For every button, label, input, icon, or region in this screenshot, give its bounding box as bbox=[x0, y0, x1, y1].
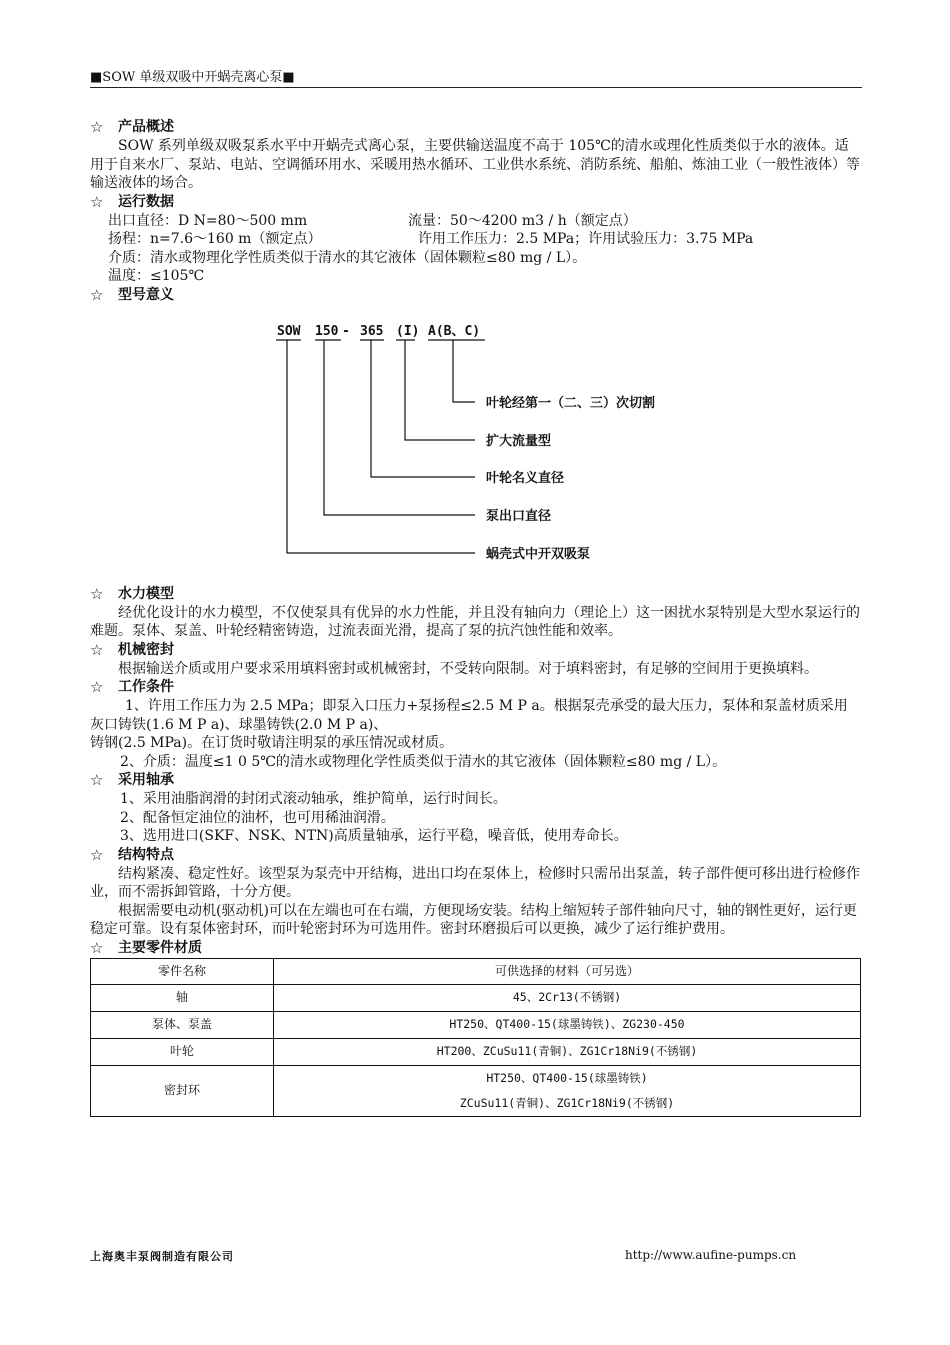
leader-impeller bbox=[371, 340, 475, 477]
section-title-conditions: ☆ 工作条件 bbox=[90, 678, 174, 696]
header-material: 可供选择的材料（可另选） bbox=[274, 958, 861, 984]
code-dash: - bbox=[342, 323, 350, 339]
table-header-row bbox=[91, 958, 861, 984]
label-impeller: 叶轮名义直径 bbox=[486, 470, 565, 486]
table-row bbox=[91, 1038, 861, 1065]
pump-head: 扬程：n=7.6～160 m（额定点） bbox=[108, 231, 322, 247]
section-title-seal: ☆ 机械密封 bbox=[90, 640, 174, 659]
model-code-diagram bbox=[90, 305, 860, 585]
conditions-text-1b: 铸钢(2.5 MPa)。在订货时敬请注明泵的承压情况或材质。 bbox=[90, 735, 454, 751]
star-icon: ☆ bbox=[90, 938, 104, 957]
overview-text: SOW 系列单级双吸泵系水平中开蜗壳式离心泵，主要供输送温度不高于 105℃的清水或理化性质类似于水的液体。适用于自来水厂、泵站、电站、空调循环用水、采暖用热水循环、工业供水系统、消防系统、船舶、炼油工业（一般性液体）等输送液体的场合。 bbox=[90, 138, 860, 191]
star-icon: ☆ bbox=[90, 584, 104, 603]
cell-part: 叶轮 bbox=[91, 1038, 274, 1065]
bearing-item: 3、选用进口(SKF、NSK、NTN)高质量轴承，运行平稳，噪音低，使用寿命长。 bbox=[120, 828, 628, 844]
cell-part: 密封环 bbox=[91, 1065, 274, 1116]
medium: 介质：清水或物理化学性质类似于清水的其它液体（固体颗粒≤80 mg / L）。 bbox=[108, 249, 587, 266]
bearing-item: 2、配备恒定油位的油杯，也可用稀油润滑。 bbox=[120, 809, 395, 826]
footer-url[interactable]: http://www.aufine-pumps.cn bbox=[625, 1248, 797, 1262]
operating-row-1 bbox=[90, 212, 860, 231]
section-title-model: ☆ 型号意义 bbox=[90, 285, 174, 304]
code-sow: SOW bbox=[277, 323, 301, 339]
table-row bbox=[91, 984, 861, 1011]
star-icon: ☆ bbox=[90, 192, 104, 211]
star-icon: ☆ bbox=[90, 678, 104, 696]
temperature: 温度：≤105℃ bbox=[108, 268, 205, 284]
star-icon: ☆ bbox=[90, 640, 104, 659]
section-title-hydraulic: ☆ 水力模型 bbox=[90, 584, 174, 603]
star-icon: ☆ bbox=[90, 771, 104, 789]
operating-row-2 bbox=[90, 230, 860, 249]
header-part: 零件名称 bbox=[91, 958, 274, 984]
label-outlet: 泵出口直径 bbox=[486, 508, 552, 524]
cell-material: HT250、QT400-15(球墨铸铁)、ZG230-450 bbox=[274, 1011, 861, 1038]
cell-material-line: ZCuSu11(青铜)、ZG1Cr18Ni9(不锈钢) bbox=[459, 1095, 675, 1110]
label-flow: 扩大流量型 bbox=[486, 433, 552, 449]
materials-table bbox=[90, 958, 861, 1117]
code-i: (I) bbox=[396, 323, 420, 339]
code-150: 150 bbox=[315, 323, 339, 339]
leader-type bbox=[287, 340, 475, 553]
conditions-text-1: 1、许用工作压力为 2.5 MPa；即泵入口压力+泵扬程≤2.5 M P a。根据泵壳承受的最大压力，泵体和泵盖材质采用灰口铸铁(1.6 M P a)、球墨铸铁(2.0 M P a)、 bbox=[90, 698, 848, 733]
flow-rate: 流量：50～4200 m3 / h（额定点） bbox=[408, 212, 637, 229]
code-abc: A(B、C) bbox=[428, 323, 481, 339]
structure-text-1: 结构紧凑、稳定性好。该型泵为泵壳中开结梅，进出口均在泵体上，检修时只需吊出泵盖，转子部件便可移出进行检修作业，而不需拆卸管路，十分方便。 bbox=[90, 865, 860, 900]
cell-part: 轴 bbox=[91, 984, 274, 1011]
section-title-structure: ☆ 结构特点 bbox=[90, 845, 174, 864]
cell-material: HT200、ZCuSu11(青铜)、ZG1Cr18Ni9(不锈钢) bbox=[274, 1038, 861, 1065]
cell-part: 泵体、泵盖 bbox=[91, 1011, 274, 1038]
model-code-svg bbox=[90, 305, 860, 585]
conditions-text-2: 2、介质：温度≤1 0 5℃的清水或物理化学性质类似于清水的其它液体（固体颗粒≤80 mg / L）。 bbox=[120, 753, 727, 770]
leader-cut bbox=[453, 340, 475, 402]
hydraulic-text: 经优化设计的水力模型，不仅使泵具有优异的水力性能，并且没有轴向力（理论上）这一困扰水泵特别是大型水泵运行的难题。泵体、泵盖、叶轮经精密铸造，过流表面光滑，提高了泵的抗汽蚀性能和效率。 bbox=[90, 604, 860, 639]
star-icon: ☆ bbox=[90, 285, 104, 304]
document-body bbox=[90, 118, 860, 1117]
table-row bbox=[91, 1065, 861, 1116]
document-header: ■SOW 单级双吸中开蜗壳离心泵■ bbox=[90, 70, 295, 85]
cell-material-line: HT250、QT400-15(球墨铸铁) bbox=[486, 1070, 648, 1085]
section-title-materials: ☆ 主要零件材质 bbox=[90, 938, 202, 957]
section-title-operating: ☆ 运行数据 bbox=[90, 192, 174, 211]
code-365: 365 bbox=[360, 323, 384, 339]
header-divider bbox=[90, 87, 862, 88]
bearing-item: 1、采用油脂润滑的封闭式滚动轴承，维护简单，运行时间长。 bbox=[120, 791, 507, 807]
outlet-diameter: 出口直径：D N=80～500 mm bbox=[108, 212, 308, 229]
leader-flow bbox=[405, 340, 475, 440]
cell-material bbox=[274, 1065, 861, 1116]
table-row bbox=[91, 1011, 861, 1038]
section-title-bearing: ☆ 采用轴承 bbox=[90, 771, 174, 789]
cell-material: 45、2Cr13(不锈钢) bbox=[274, 984, 861, 1011]
structure-text-2: 根据需要电动机(驱动机)可以在左端也可在右端，方便现场安装。结构上缩短转子部件轴向尺寸，轴的钢性更好，运行更稳定可靠。设有泵体密封环，而叶轮密封环为可选用件。密封环磨损后可以更换，减少了运行维护费用。 bbox=[90, 902, 857, 937]
section-title-overview: ☆ 产品概述 bbox=[90, 118, 174, 136]
star-icon: ☆ bbox=[90, 845, 104, 864]
label-type: 蜗壳式中开双吸泵 bbox=[486, 546, 591, 562]
star-icon: ☆ bbox=[90, 118, 104, 136]
seal-text: 根据输送介质或用户要求采用填料密封或机械密封，不受转向限制。对于填料密封，有足够的空间用于更换填料。 bbox=[118, 660, 818, 677]
leader-outlet bbox=[324, 340, 475, 515]
label-cut: 叶轮经第一（二、三）次切割 bbox=[486, 395, 656, 411]
working-pressure: 许用工作压力：2.5 MPa；许用试验压力：3.75 MPa bbox=[418, 231, 754, 247]
footer-company: 上海奥丰泵阀制造有限公司 bbox=[90, 1250, 234, 1263]
